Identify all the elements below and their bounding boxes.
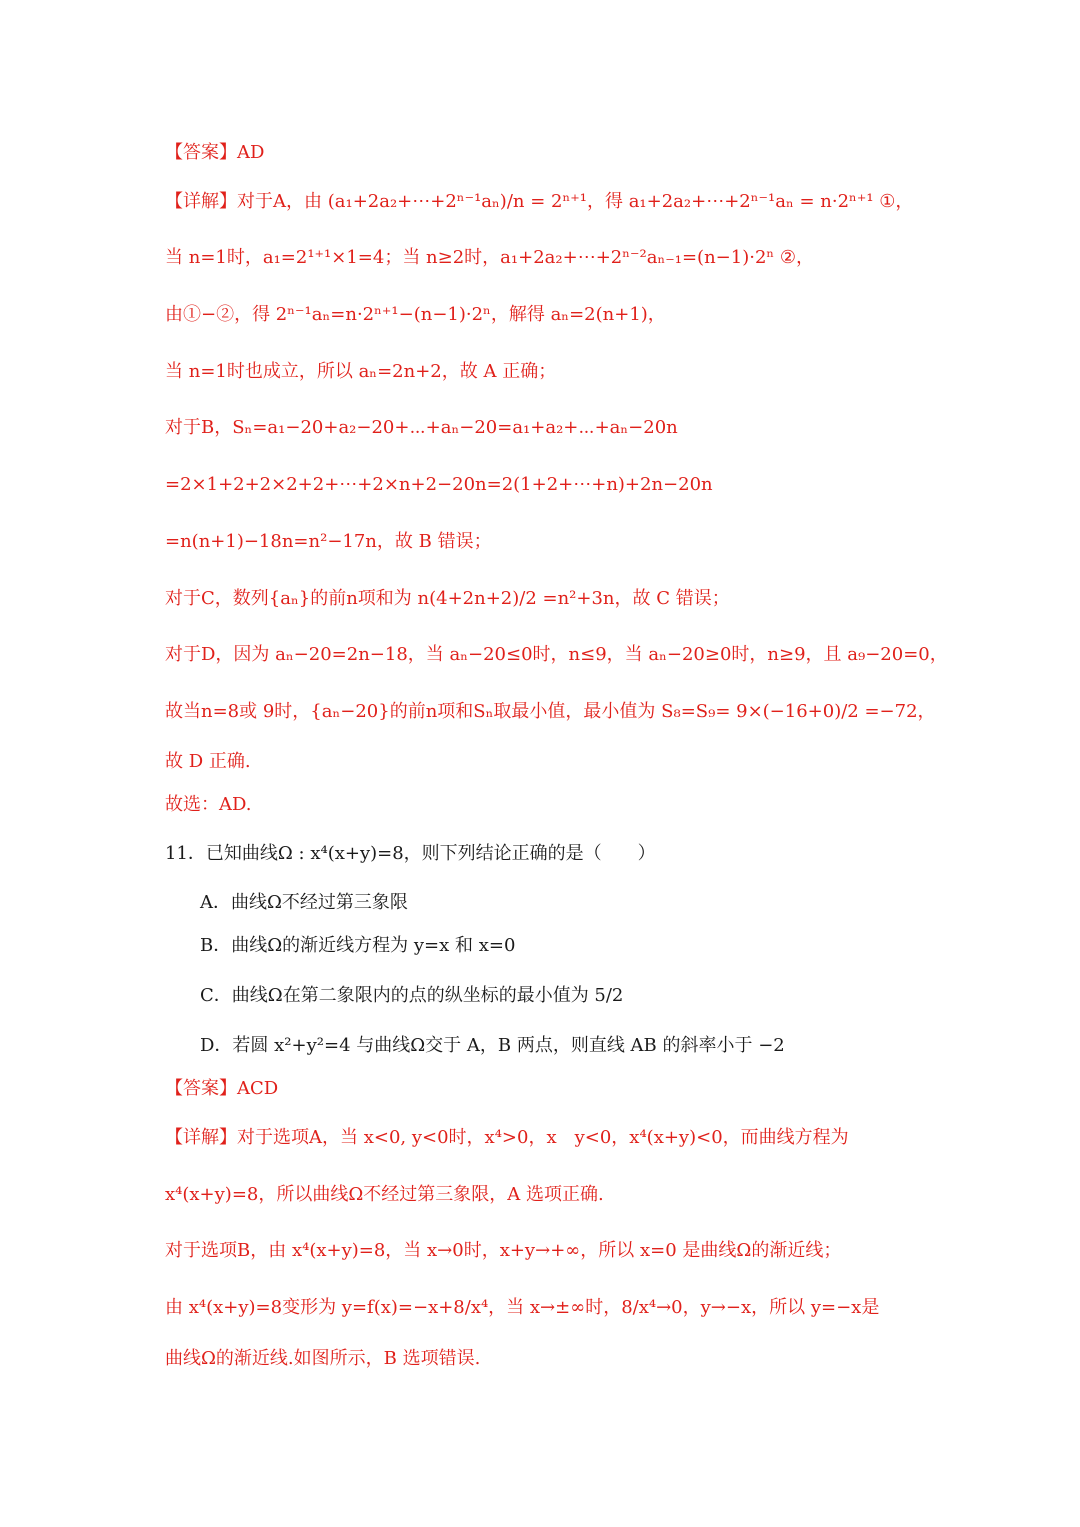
text-line: 故 D 正确. bbox=[165, 751, 251, 772]
text-line: 故当n=8或 9时，{aₙ−20}的前n项和Sₙ取最小值，最小值为 S₈=S₉= 9×(−16+0)/2 =−72， bbox=[165, 701, 936, 722]
text-line: 故选：AD. bbox=[165, 794, 252, 815]
text-line: 11．已知曲线Ω : x⁴(x+y)=8，则下列结论正确的是（ ） bbox=[165, 843, 656, 864]
text-line: 【详解】对于A，由 (a₁+2a₂+⋯+2ⁿ⁻¹aₙ)/n = 2ⁿ⁺¹，得 a₁+2a₂+⋯+2ⁿ⁻¹aₙ = n·2ⁿ⁺¹ ①， bbox=[165, 191, 914, 212]
text-line: 对于C，数列{aₙ}的前n项和为 n(4+2n+2)/2 =n²+3n，故 C 错误； bbox=[165, 588, 730, 609]
text-line: 当 n=1时也成立，所以 aₙ=2n+2，故 A 正确； bbox=[165, 361, 557, 382]
text-line: 由 x⁴(x+y)=8变形为 y=f(x)=−x+8/x⁴，当 x→±∞时，8/x⁴→0，y→−x，所以 y=−x是 bbox=[165, 1297, 880, 1318]
text-line: x⁴(x+y)=8，所以曲线Ω不经过第三象限，A 选项正确. bbox=[165, 1184, 604, 1205]
text-line: 对于B，Sₙ=a₁−20+a₂−20+⋯+aₙ−20=a₁+a₂+⋯+aₙ−20n bbox=[165, 417, 678, 438]
text-line: A．曲线Ω不经过第三象限 bbox=[200, 892, 408, 913]
text-line: 对于D，因为 aₙ−20=2n−18，当 aₙ−20≤0时，n≤9，当 aₙ−20≥0时，n≥9，且 a₉−20=0， bbox=[165, 644, 948, 665]
text-line: 当 n=1时，a₁=2¹⁺¹×1=4；当 n≥2时，a₁+2a₂+⋯+2ⁿ⁻²aₙ₋₁=(n−1)·2ⁿ ②， bbox=[165, 247, 815, 268]
text-line: =2×1+2+2×2+2+⋯+2×n+2−20n=2(1+2+⋯+n)+2n−20n bbox=[165, 474, 713, 495]
text-line: 曲线Ω的渐近线.如图所示，B 选项错误. bbox=[165, 1348, 481, 1369]
text-line: 【答案】ACD bbox=[165, 1078, 279, 1099]
text-line: 对于选项B，由 x⁴(x+y)=8，当 x→0时，x+y→+∞，所以 x=0 是曲线Ω的渐近线； bbox=[165, 1240, 842, 1261]
text-line: 【答案】AD bbox=[165, 142, 265, 163]
text-line: D．若圆 x²+y²=4 与曲线Ω交于 A，B 两点，则直线 AB 的斜率小于 −2 bbox=[200, 1035, 785, 1056]
text-line: =n(n+1)−18n=n²−17n，故 B 错误； bbox=[165, 531, 492, 552]
text-line: 【详解】对于选项A，当 x<0, y<0时，x⁴>0，x y<0，x⁴(x+y)<0，而曲线方程为 bbox=[165, 1127, 849, 1148]
text-line: B．曲线Ω的渐近线方程为 y=x 和 x=0 bbox=[200, 935, 516, 956]
text-line: C．曲线Ω在第二象限内的点的纵坐标的最小值为 5/2 bbox=[200, 985, 624, 1006]
text-line: 由①−②，得 2ⁿ⁻¹aₙ=n·2ⁿ⁺¹−(n−1)·2ⁿ，解得 aₙ=2(n+1)， bbox=[165, 304, 666, 325]
